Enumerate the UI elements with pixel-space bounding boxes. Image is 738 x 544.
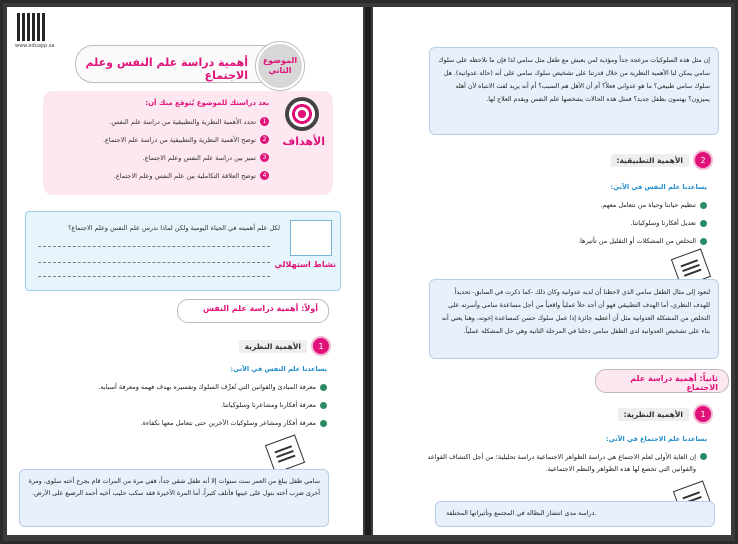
goals-box [43,91,333,195]
goal-number: 3 [260,153,269,162]
intro-case-box: إن مثل هذه السلوكيات مزعجة جداً ومؤذية لمن يعيش مع طفل مثل سامي لذا فإن ما نلاحظه على سلوك سامي يمكن لنا الأهمية النظرية من خلال قدرتنا على تشخيص سلوك سامي على أنه (حالة عدوانية). هل سلوك سامي طبيعي؟ ما هو عدواني فعلاً؟ أم أن الأهل هم السبب؟ أم أنه يريد لفت الانتباه لأن أهله يميزون؟ يهتمون بطفل جديد؟ فمثل هذه الحالات يشخصها علم النفس ويقدم العلاج لها. [429,47,719,135]
topic-badge-line1: الموضوع [262,56,298,65]
topic-title: أهمية دراسة علم النفس وعلم الاجتماع [85,56,248,82]
list-item-text: تعديل أفكارنا وسلوكياتنا. [630,219,696,227]
section-banner-psychology [177,299,329,323]
book-spread [3,3,735,541]
target-icon [285,97,319,131]
goal-item [143,153,269,162]
list-item [98,383,327,391]
bullet-dot [700,453,707,460]
qr-caption: www.eduapp.sa [15,43,55,49]
subheading-label: الأهمية التطبيقية: [611,154,690,167]
activity-label: نشاط استهلالي [274,260,336,269]
bullet-dot [700,220,707,227]
page-gutter [365,7,371,535]
subheading-applied [611,151,714,169]
goal-text: تحدد الأهمية النظرية والتطبيقية من دراسة علم النفس. [109,117,256,126]
helps-heading: يساعدنا علم النفس في الآتي: [610,183,707,191]
subheading-theoretical-sociology [618,405,713,423]
list-item-text: التخلص من المشكلات أو التقليل من تأثيرها. [578,237,696,245]
goal-item [114,171,269,180]
goal-text: تميز بين دراسة علم النفس وعلم الاجتماع. [142,153,256,162]
list-item [141,419,327,427]
section-banner-sociology [595,369,729,393]
list-item [407,451,707,475]
goals-intro: بعد دراستك للموضوع يُتوقع منك أن: [145,99,269,107]
section-banner-text: أولاً: أهمية دراسة علم النفس [202,304,318,313]
answer-line[interactable] [38,262,270,263]
answer-line[interactable] [38,246,270,247]
subheading-theoretical [239,337,331,355]
list-item-text: إن الغاية الأولى لعلم الاجتماع هي دراسة الظواهر الاجتماعية دراسة تحليلية؛ من أجل اكتشاف القواعد والقوانين التي تخضع لها هذه الظواهر والنظم الاجتماعية. [427,453,696,473]
goal-item [109,117,269,126]
topic-badge [256,42,304,90]
goal-number: 4 [260,171,269,180]
bullet-dot [320,420,327,427]
section-banner-text: ثانياً: أهمية دراسة علم الاجتماع [630,374,718,392]
case-example-box: سامي طفل يبلغ من العمر ست سنوات إلا أنه طفل شقي جداً، ففي مرة من المرات قام بجرح أخته سلوى، ومرة أخرى ضرب أخته بتول على عينها فأتلف كثيراً، أما المرة الأخيرة فقد سكب حليب أخيه أحمد الرضيع على الأرض. [19,469,329,527]
list-item [221,401,327,409]
activity-question: لكل علم أهميته في الحياة اليومية ولكن لماذا ندرس علم النفس وعلم الاجتماع؟ [67,224,280,232]
helps-heading: يساعدنا علم النفس في الآتي: [230,365,327,373]
goal-number: 2 [260,135,269,144]
topic-header [75,45,303,83]
goal-item [103,135,269,144]
subheading-label: الأهمية النظرية: [618,408,689,421]
qr-code-icon[interactable] [17,13,45,41]
clipboard-icon [265,434,305,473]
list-item-text: معرفة المبادئ والقوانين التي تُعرِّف السلوك وتفسيره بهدف فهمه ومعرفة أسبابه. [98,383,316,391]
subheading-number: 1 [693,404,713,424]
applied-case-box: لنعود إلى مثال الطفل سامي الذي لاحظنا أن لديه عدوانية وكان ذلك -كما ذكرت في السابق- تحديداً للهدف النظري، أما الهدف التطبيقي فهو أن أجد حلاً عملياً واقعياً من أجل مساعدة سامي وأسرته على التخلص من المشكلة العدوانية مثل أن أعطيه جائزة إذا عمل سلوك حسن كمساعدة إخوته، وهنا يعني أنه بناء على تشخيص العدوانية لدى الطفل سامي دخلنا في المرحلة الثانية وهي حل المشكلة عملياً. [429,279,719,359]
list-item [578,237,707,245]
list-item [630,219,707,227]
clipboard-pencil-icon [290,220,332,256]
subheading-number: 1 [311,336,331,356]
goals-header [267,93,327,183]
helps-heading: يساعدنا علم الاجتماع في الآتي: [606,435,707,443]
bullet-dot [320,384,327,391]
answer-line[interactable] [38,276,270,277]
goal-text: توضح الأهمية النظرية والتطبيقية من دراسة علم الاجتماع. [102,135,256,144]
goals-label: الأهداف [282,135,325,148]
goal-text: توضح العلاقة التكاملية بين علم النفس وعلم الاجتماع. [113,171,256,180]
list-item [600,201,707,209]
bullet-dot [320,402,327,409]
example-box: دراسة مدى انتشار البطالة في المجتمع وتأثيراتها المختلفة. [435,501,715,527]
topic-badge-line2: الثاني [268,66,292,75]
subheading-number: 2 [693,150,713,170]
goal-number: 1 [260,117,269,126]
right-page [373,7,731,535]
warmup-activity-box [25,211,341,291]
bullet-dot [700,202,707,209]
list-item-text: تنظيم حياتنا وحياة من نتعامل معهم. [600,201,696,209]
list-item-text: معرفة أفكارنا ومشاعرنا وسلوكياتنا. [220,401,316,409]
subheading-label: الأهمية النظرية [239,340,307,353]
bullet-dot [700,238,707,245]
list-item-text: معرفة أفكار ومشاعر وسلوكيات الآخرين حتى نتعامل معها بكفاءة. [140,419,316,427]
left-page [7,7,363,535]
